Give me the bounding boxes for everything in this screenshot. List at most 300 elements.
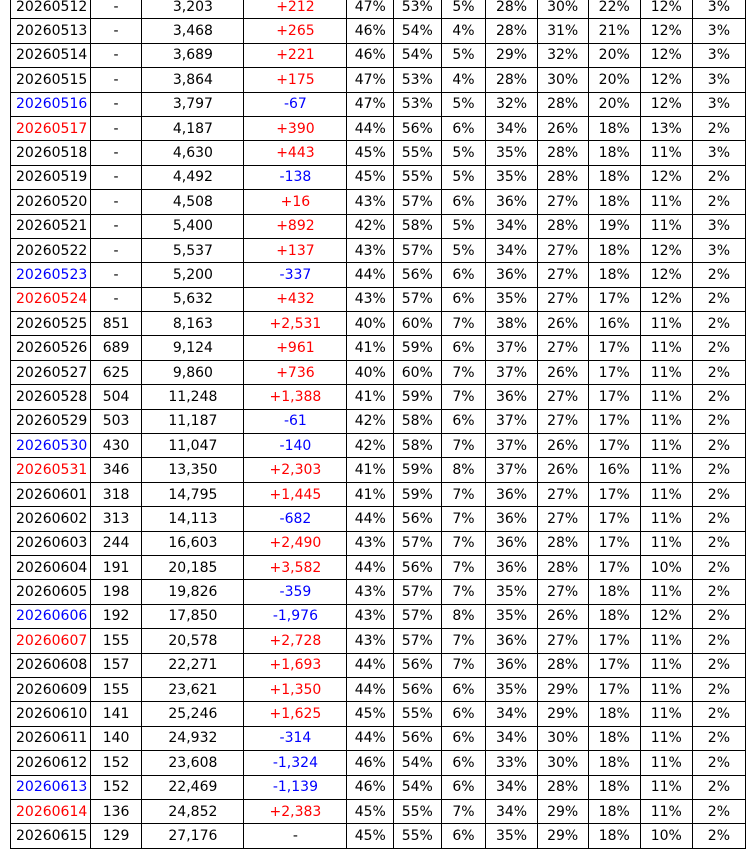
percent-cell: 36% [486, 629, 537, 653]
table-row [11, 141, 746, 165]
percent-cell: 30% [537, 0, 588, 19]
percent-cell: 45% [347, 702, 394, 726]
total-cell: 9,124 [142, 336, 244, 360]
percent-cell: 21% [588, 19, 640, 43]
count-cell: - [90, 116, 142, 140]
percent-cell: 43% [347, 604, 394, 628]
date-cell: 20260529 [11, 409, 91, 433]
percent-cell: 42% [347, 409, 394, 433]
percent-cell: 37% [486, 458, 537, 482]
percent-cell: 35% [486, 165, 537, 189]
percent-cell: 2% [692, 726, 745, 750]
percent-cell: 46% [347, 775, 394, 799]
percent-cell: 53% [394, 68, 442, 92]
percent-cell: 2% [692, 799, 745, 823]
percent-cell: 11% [640, 799, 692, 823]
table-row [11, 43, 746, 67]
percent-cell: 18% [588, 726, 640, 750]
percent-cell: 5% [441, 0, 486, 19]
percent-cell: 59% [394, 482, 442, 506]
percent-cell: 5% [441, 43, 486, 67]
total-cell: 17,850 [142, 604, 244, 628]
count-cell: 318 [90, 482, 142, 506]
date-cell: 20260609 [11, 677, 91, 701]
percent-cell: 38% [486, 312, 537, 336]
count-cell: - [90, 165, 142, 189]
date-cell: 20260610 [11, 702, 91, 726]
percent-cell: 56% [394, 116, 442, 140]
percent-cell: 8% [441, 604, 486, 628]
total-cell: 4,508 [142, 190, 244, 214]
total-cell: 3,203 [142, 0, 244, 19]
change-cell: +892 [244, 214, 347, 238]
percent-cell: 2% [692, 555, 745, 579]
percent-cell: 29% [537, 677, 588, 701]
table-row [11, 824, 746, 848]
date-cell: 20260518 [11, 141, 91, 165]
percent-cell: 10% [640, 555, 692, 579]
table-row [11, 799, 746, 823]
percent-cell: 35% [486, 580, 537, 604]
date-cell: 20260530 [11, 434, 91, 458]
percent-cell: 41% [347, 385, 394, 409]
percent-cell: 27% [537, 385, 588, 409]
percent-cell: 17% [588, 287, 640, 311]
percent-cell: 55% [394, 702, 442, 726]
change-cell: +443 [244, 141, 347, 165]
percent-cell: 2% [692, 312, 745, 336]
percent-cell: 44% [347, 653, 394, 677]
percent-cell: 2% [692, 263, 745, 287]
change-cell: +2,490 [244, 531, 347, 555]
percent-cell: 6% [441, 336, 486, 360]
count-cell: 851 [90, 312, 142, 336]
percent-cell: 57% [394, 287, 442, 311]
percent-cell: 57% [394, 531, 442, 555]
percent-cell: 34% [486, 702, 537, 726]
percent-cell: 12% [640, 238, 692, 262]
percent-cell: 2% [692, 360, 745, 384]
percent-cell: 26% [537, 360, 588, 384]
percent-cell: 36% [486, 507, 537, 531]
count-cell: - [90, 190, 142, 214]
percent-cell: 7% [441, 531, 486, 555]
percent-cell: 28% [537, 92, 588, 116]
percent-cell: 6% [441, 775, 486, 799]
total-cell: 22,469 [142, 775, 244, 799]
change-cell: -67 [244, 92, 347, 116]
percent-cell: 29% [486, 43, 537, 67]
percent-cell: 11% [640, 214, 692, 238]
percent-cell: 7% [441, 360, 486, 384]
percent-cell: 12% [640, 68, 692, 92]
percent-cell: 56% [394, 507, 442, 531]
date-cell: 20260612 [11, 751, 91, 775]
percent-cell: 59% [394, 385, 442, 409]
percent-cell: 26% [537, 434, 588, 458]
percent-cell: 47% [347, 0, 394, 19]
percent-cell: 6% [441, 116, 486, 140]
percent-cell: 31% [537, 19, 588, 43]
percent-cell: 28% [537, 214, 588, 238]
change-cell: +137 [244, 238, 347, 262]
percent-cell: 3% [692, 141, 745, 165]
percent-cell: 17% [588, 482, 640, 506]
table-row [11, 238, 746, 262]
percent-cell: 2% [692, 287, 745, 311]
percent-cell: 5% [441, 165, 486, 189]
count-cell: 504 [90, 385, 142, 409]
count-cell: 155 [90, 677, 142, 701]
percent-cell: 56% [394, 263, 442, 287]
percent-cell: 46% [347, 751, 394, 775]
count-cell: 689 [90, 336, 142, 360]
table-row [11, 0, 746, 19]
percent-cell: 2% [692, 604, 745, 628]
date-cell: 20260514 [11, 43, 91, 67]
change-cell: +212 [244, 0, 347, 19]
percent-cell: 34% [486, 238, 537, 262]
percent-cell: 54% [394, 775, 442, 799]
total-cell: 20,578 [142, 629, 244, 653]
percent-cell: 35% [486, 677, 537, 701]
percent-cell: 6% [441, 702, 486, 726]
percent-cell: 54% [394, 19, 442, 43]
total-cell: 3,468 [142, 19, 244, 43]
date-cell: 20260614 [11, 799, 91, 823]
percent-cell: 2% [692, 165, 745, 189]
percent-cell: 2% [692, 409, 745, 433]
total-cell: 13,350 [142, 458, 244, 482]
percent-cell: 18% [588, 116, 640, 140]
percent-cell: 11% [640, 775, 692, 799]
count-cell: 152 [90, 775, 142, 799]
percent-cell: 45% [347, 141, 394, 165]
change-cell: +265 [244, 19, 347, 43]
percent-cell: 11% [640, 751, 692, 775]
count-cell: - [90, 43, 142, 67]
table-row [11, 287, 746, 311]
change-cell: - [244, 824, 347, 848]
percent-cell: 30% [537, 68, 588, 92]
percent-cell: 47% [347, 68, 394, 92]
percent-cell: 6% [441, 287, 486, 311]
date-cell: 20260520 [11, 190, 91, 214]
percent-cell: 37% [486, 336, 537, 360]
table-row [11, 775, 746, 799]
table-row [11, 434, 746, 458]
percent-cell: 47% [347, 92, 394, 116]
percent-cell: 55% [394, 799, 442, 823]
percent-cell: 8% [441, 458, 486, 482]
percent-cell: 5% [441, 214, 486, 238]
percent-cell: 58% [394, 409, 442, 433]
percent-cell: 37% [486, 360, 537, 384]
percent-cell: 3% [692, 92, 745, 116]
total-cell: 5,632 [142, 287, 244, 311]
percent-cell: 27% [537, 287, 588, 311]
percent-cell: 28% [537, 555, 588, 579]
percent-cell: 34% [486, 214, 537, 238]
percent-cell: 29% [537, 824, 588, 848]
percent-cell: 27% [537, 482, 588, 506]
percent-cell: 3% [692, 68, 745, 92]
change-cell: +2,383 [244, 799, 347, 823]
change-cell: +221 [244, 43, 347, 67]
percent-cell: 17% [588, 677, 640, 701]
count-cell: 129 [90, 824, 142, 848]
percent-cell: 55% [394, 824, 442, 848]
percent-cell: 44% [347, 726, 394, 750]
percent-cell: 57% [394, 580, 442, 604]
change-cell: -337 [244, 263, 347, 287]
percent-cell: 58% [394, 214, 442, 238]
percent-cell: 11% [640, 580, 692, 604]
percent-cell: 11% [640, 360, 692, 384]
percent-cell: 17% [588, 507, 640, 531]
percent-cell: 34% [486, 799, 537, 823]
percent-cell: 18% [588, 190, 640, 214]
percent-cell: 12% [640, 43, 692, 67]
percent-cell: 56% [394, 653, 442, 677]
percent-cell: 46% [347, 19, 394, 43]
percent-cell: 60% [394, 360, 442, 384]
change-cell: -61 [244, 409, 347, 433]
percent-cell: 40% [347, 360, 394, 384]
count-cell: - [90, 214, 142, 238]
table-row [11, 360, 746, 384]
count-cell: - [90, 92, 142, 116]
percent-cell: 27% [537, 580, 588, 604]
date-cell: 20260607 [11, 629, 91, 653]
percent-cell: 42% [347, 214, 394, 238]
percent-cell: 2% [692, 190, 745, 214]
change-cell: -1,976 [244, 604, 347, 628]
percent-cell: 18% [588, 263, 640, 287]
date-cell: 20260601 [11, 482, 91, 506]
percent-cell: 36% [486, 190, 537, 214]
table-row [11, 116, 746, 140]
percent-cell: 26% [537, 312, 588, 336]
percent-cell: 2% [692, 751, 745, 775]
percent-cell: 7% [441, 799, 486, 823]
percent-cell: 4% [441, 19, 486, 43]
percent-cell: 43% [347, 629, 394, 653]
change-cell: -359 [244, 580, 347, 604]
percent-cell: 41% [347, 336, 394, 360]
daily-stats-table [10, 0, 746, 849]
percent-cell: 17% [588, 434, 640, 458]
percent-cell: 11% [640, 702, 692, 726]
percent-cell: 11% [640, 190, 692, 214]
total-cell: 5,400 [142, 214, 244, 238]
table-row [11, 507, 746, 531]
total-cell: 24,932 [142, 726, 244, 750]
percent-cell: 2% [692, 824, 745, 848]
count-cell: 503 [90, 409, 142, 433]
count-cell: 155 [90, 629, 142, 653]
percent-cell: 57% [394, 604, 442, 628]
table-row [11, 580, 746, 604]
percent-cell: 18% [588, 604, 640, 628]
percent-cell: 37% [486, 434, 537, 458]
count-cell: 198 [90, 580, 142, 604]
table-row [11, 604, 746, 628]
percent-cell: 2% [692, 677, 745, 701]
percent-cell: 44% [347, 555, 394, 579]
table-row [11, 190, 746, 214]
percent-cell: 2% [692, 385, 745, 409]
date-cell: 20260522 [11, 238, 91, 262]
percent-cell: 26% [537, 458, 588, 482]
percent-cell: 56% [394, 677, 442, 701]
count-cell: 625 [90, 360, 142, 384]
date-cell: 20260526 [11, 336, 91, 360]
percent-cell: 18% [588, 824, 640, 848]
change-cell: +1,445 [244, 482, 347, 506]
total-cell: 23,608 [142, 751, 244, 775]
percent-cell: 3% [692, 0, 745, 19]
change-cell: -1,324 [244, 751, 347, 775]
change-cell: -682 [244, 507, 347, 531]
change-cell: +736 [244, 360, 347, 384]
percent-cell: 54% [394, 43, 442, 67]
total-cell: 3,689 [142, 43, 244, 67]
total-cell: 5,200 [142, 263, 244, 287]
table-row [11, 165, 746, 189]
percent-cell: 36% [486, 653, 537, 677]
percent-cell: 13% [640, 116, 692, 140]
percent-cell: 32% [537, 43, 588, 67]
percent-cell: 33% [486, 751, 537, 775]
percent-cell: 6% [441, 824, 486, 848]
percent-cell: 53% [394, 92, 442, 116]
table-body [11, 0, 746, 848]
percent-cell: 17% [588, 360, 640, 384]
change-cell: +432 [244, 287, 347, 311]
date-cell: 20260602 [11, 507, 91, 531]
percent-cell: 11% [640, 482, 692, 506]
date-cell: 20260513 [11, 19, 91, 43]
percent-cell: 17% [588, 653, 640, 677]
table-row [11, 677, 746, 701]
percent-cell: 27% [537, 629, 588, 653]
percent-cell: 56% [394, 726, 442, 750]
percent-cell: 2% [692, 531, 745, 555]
percent-cell: 17% [588, 531, 640, 555]
percent-cell: 11% [640, 409, 692, 433]
percent-cell: 11% [640, 458, 692, 482]
count-cell: - [90, 68, 142, 92]
percent-cell: 2% [692, 116, 745, 140]
total-cell: 8,163 [142, 312, 244, 336]
percent-cell: 36% [486, 482, 537, 506]
percent-cell: 7% [441, 580, 486, 604]
table-row [11, 19, 746, 43]
change-cell: +2,531 [244, 312, 347, 336]
count-cell: 191 [90, 555, 142, 579]
percent-cell: 28% [537, 141, 588, 165]
percent-cell: 7% [441, 555, 486, 579]
date-cell: 20260512 [11, 0, 91, 19]
percent-cell: 41% [347, 458, 394, 482]
change-cell: +175 [244, 68, 347, 92]
percent-cell: 12% [640, 604, 692, 628]
percent-cell: 11% [640, 141, 692, 165]
change-cell: +3,582 [244, 555, 347, 579]
change-cell: +1,388 [244, 385, 347, 409]
percent-cell: 58% [394, 434, 442, 458]
percent-cell: 2% [692, 434, 745, 458]
percent-cell: 57% [394, 190, 442, 214]
total-cell: 11,047 [142, 434, 244, 458]
percent-cell: 12% [640, 263, 692, 287]
date-cell: 20260608 [11, 653, 91, 677]
table-row [11, 458, 746, 482]
table-row [11, 629, 746, 653]
count-cell: 152 [90, 751, 142, 775]
percent-cell: 2% [692, 482, 745, 506]
total-cell: 20,185 [142, 555, 244, 579]
percent-cell: 26% [537, 116, 588, 140]
percent-cell: 20% [588, 43, 640, 67]
percent-cell: 10% [640, 824, 692, 848]
percent-cell: 7% [441, 312, 486, 336]
percent-cell: 36% [486, 531, 537, 555]
percent-cell: 26% [537, 604, 588, 628]
percent-cell: 18% [588, 580, 640, 604]
total-cell: 4,630 [142, 141, 244, 165]
percent-cell: 34% [486, 116, 537, 140]
percent-cell: 17% [588, 385, 640, 409]
percent-cell: 44% [347, 263, 394, 287]
percent-cell: 12% [640, 287, 692, 311]
count-cell: 140 [90, 726, 142, 750]
percent-cell: 2% [692, 336, 745, 360]
percent-cell: 36% [486, 555, 537, 579]
percent-cell: 44% [347, 116, 394, 140]
percent-cell: 18% [588, 775, 640, 799]
percent-cell: 30% [537, 726, 588, 750]
change-cell: +390 [244, 116, 347, 140]
percent-cell: 5% [441, 141, 486, 165]
percent-cell: 20% [588, 92, 640, 116]
percent-cell: 2% [692, 629, 745, 653]
percent-cell: 27% [537, 336, 588, 360]
percent-cell: 17% [588, 629, 640, 653]
count-cell: 430 [90, 434, 142, 458]
percent-cell: 11% [640, 726, 692, 750]
date-cell: 20260527 [11, 360, 91, 384]
percent-cell: 11% [640, 507, 692, 531]
date-cell: 20260605 [11, 580, 91, 604]
percent-cell: 59% [394, 458, 442, 482]
table-row [11, 263, 746, 287]
percent-cell: 7% [441, 385, 486, 409]
percent-cell: 54% [394, 751, 442, 775]
count-cell: - [90, 19, 142, 43]
percent-cell: 43% [347, 287, 394, 311]
percent-cell: 11% [640, 312, 692, 336]
percent-cell: 43% [347, 190, 394, 214]
percent-cell: 32% [486, 92, 537, 116]
total-cell: 11,248 [142, 385, 244, 409]
percent-cell: 11% [640, 434, 692, 458]
change-cell: -140 [244, 434, 347, 458]
percent-cell: 5% [441, 238, 486, 262]
date-cell: 20260604 [11, 555, 91, 579]
percent-cell: 43% [347, 580, 394, 604]
